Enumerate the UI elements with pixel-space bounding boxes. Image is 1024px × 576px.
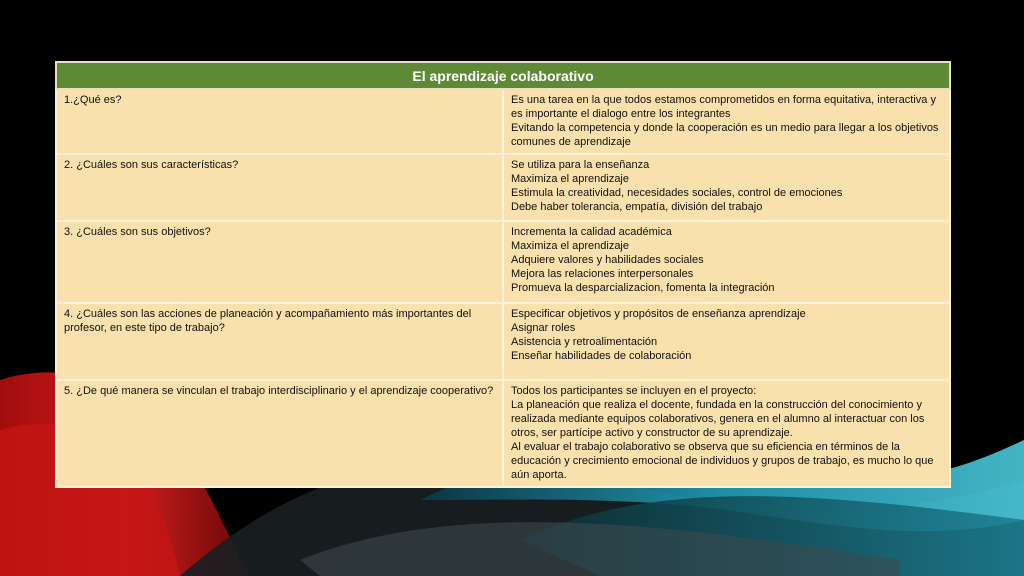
table-header-row [56,62,950,89]
answer-line: Adquiere valores y habilidades sociales [511,254,704,266]
answer-cell [503,89,950,154]
answer-line: Incrementa la calidad académica [511,226,672,238]
answer-line: Es una tarea en la que todos estamos comprometidos en forma equitativa, interactiva y es importante el dialogo entre los integrantes [511,94,936,120]
answer-line: Mejora las relaciones interpersonales [511,268,694,280]
answer-line: Enseñar habilidades de colaboración [511,350,692,362]
answer-line: Se utiliza para la enseñanza [511,159,650,171]
answer-cell [503,303,950,380]
content-table-wrapper [55,61,951,488]
table-row [56,380,950,487]
question-cell: 4. ¿Cuáles son las acciones de planeación y acompañamiento más importantes del profesor, en este tipo de trabajo? [56,303,503,380]
answer-line: Al evaluar el trabajo colaborativo se observa que su eficiencia en términos de la educación y crecimiento emocional de individuos y grupos de trabajo, es mucho lo que aún aporta. [511,441,934,481]
answer-line: Maximiza el aprendizaje [511,173,629,185]
answer-line: Evitando la competencia y donde la cooperación es un medio para llegar a los objetivos comunes de aprendizaje [511,122,939,148]
table-title: El aprendizaje colaborativo [56,62,950,89]
answer-cell [503,221,950,303]
answer-line: Especificar objetivos y propósitos de enseñanza aprendizaje [511,308,806,320]
table-row [56,303,950,380]
question-cell: 3. ¿Cuáles son sus objetivos? [56,221,503,303]
answer-line: Debe haber tolerancia, empatía, división del trabajo [511,201,763,213]
answer-line: Asistencia y retroalimentación [511,336,658,348]
answer-line: Promueva la desparcializacion, fomenta la integración [511,282,775,294]
answer-line: Maximiza el aprendizaje [511,240,629,252]
answer-line: Todos los participantes se incluyen en el proyecto: [511,385,757,397]
table-row [56,154,950,221]
question-cell: 2. ¿Cuáles son sus características? [56,154,503,221]
collaborative-learning-table [55,61,951,488]
answer-cell [503,154,950,221]
table-row [56,221,950,303]
table-row [56,89,950,154]
answer-line: Estimula la creatividad, necesidades sociales, control de emociones [511,187,843,199]
question-cell: 5. ¿De qué manera se vinculan el trabajo interdisciplinario y el aprendizaje cooperativo? [56,380,503,487]
question-cell: 1.¿Qué es? [56,89,503,154]
answer-cell [503,380,950,487]
answer-line: Asignar roles [511,322,576,334]
answer-line: La planeación que realiza el docente, fundada en la construcción del conocimiento y realizada mediante equipos colaborativos, genera en el alumno al interactuar con los otros, ser partícipe activo y constructor de su aprendizaje. [511,399,925,439]
